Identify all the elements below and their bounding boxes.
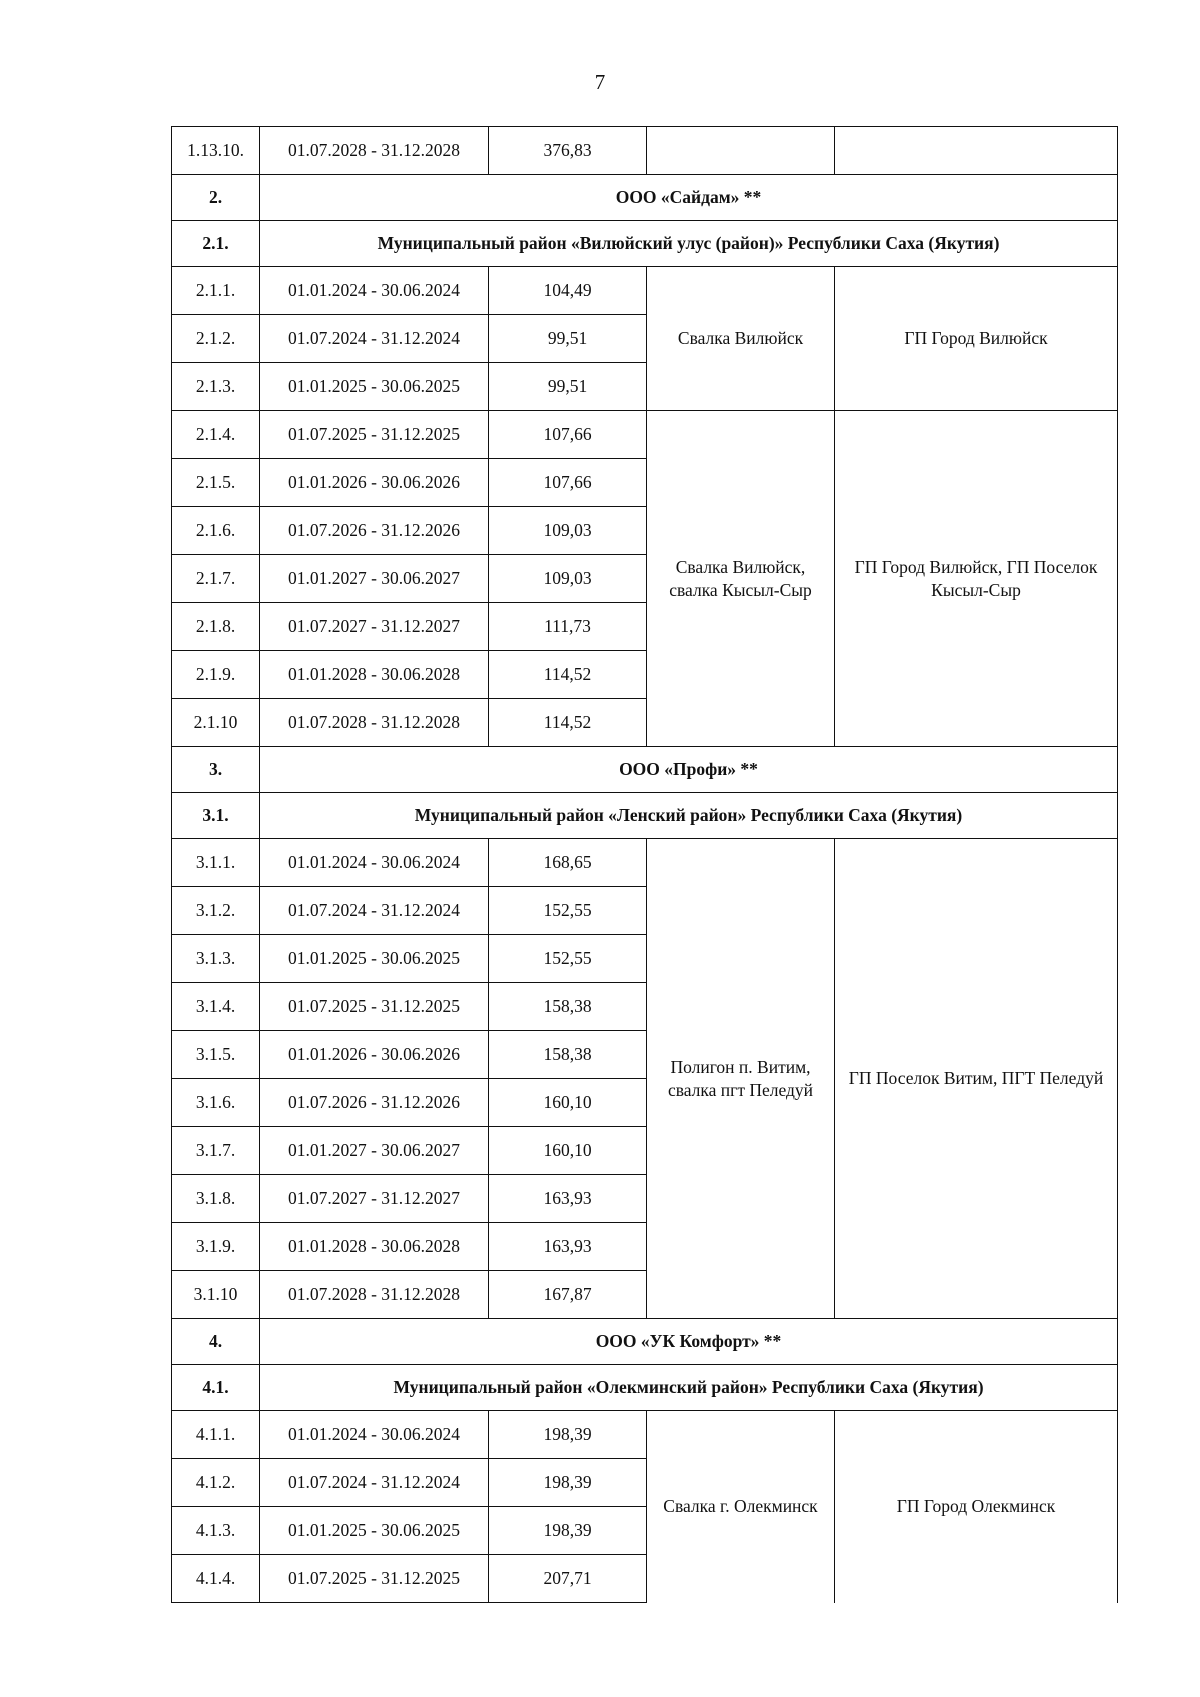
period-cell: 01.01.2025 - 30.06.2025 <box>260 1507 489 1555</box>
period-cell: 01.01.2028 - 30.06.2028 <box>260 651 489 699</box>
period-cell: 01.07.2025 - 31.12.2025 <box>260 411 489 459</box>
tariff-value-cell: 158,38 <box>489 1031 647 1079</box>
period-cell: 01.07.2027 - 31.12.2027 <box>260 1175 489 1223</box>
facility-cell: Свалка г. Олекминск <box>647 1411 835 1603</box>
district-number: 4.1. <box>172 1365 260 1411</box>
tariff-table <box>171 126 1118 1603</box>
row-number: 4.1.1. <box>172 1411 260 1459</box>
row-number: 2.1.7. <box>172 555 260 603</box>
period-cell: 01.07.2024 - 31.12.2024 <box>260 1459 489 1507</box>
tariff-value-cell: 207,71 <box>489 1555 647 1603</box>
period-cell: 01.01.2024 - 30.06.2024 <box>260 1411 489 1459</box>
period-cell: 01.01.2027 - 30.06.2027 <box>260 1127 489 1175</box>
district-name: Муниципальный район «Олекминский район» Республики Саха (Якутия) <box>260 1365 1118 1411</box>
period-cell: 01.07.2025 - 31.12.2025 <box>260 1555 489 1603</box>
tariff-value-cell: 99,51 <box>489 363 647 411</box>
organization-row <box>172 1319 1118 1365</box>
row-number: 2.1.9. <box>172 651 260 699</box>
district-number: 3.1. <box>172 793 260 839</box>
row-number: 2.1.1. <box>172 267 260 315</box>
facility-cell <box>647 127 835 175</box>
tariff-value-cell: 163,93 <box>489 1175 647 1223</box>
tariff-value-cell: 99,51 <box>489 315 647 363</box>
tariff-value-cell: 198,39 <box>489 1411 647 1459</box>
tariff-value-cell: 114,52 <box>489 651 647 699</box>
facility-cell: Свалка Вилюйск <box>647 267 835 411</box>
period-cell: 01.07.2026 - 31.12.2026 <box>260 1079 489 1127</box>
organization-name: ООО «УК Комфорт» ** <box>260 1319 1118 1365</box>
row-number: 3.1.4. <box>172 983 260 1031</box>
period-cell: 01.07.2026 - 31.12.2026 <box>260 507 489 555</box>
period-cell: 01.01.2024 - 30.06.2024 <box>260 839 489 887</box>
row-number: 2.1.6. <box>172 507 260 555</box>
period-cell: 01.07.2024 - 31.12.2024 <box>260 315 489 363</box>
period-cell: 01.01.2024 - 30.06.2024 <box>260 267 489 315</box>
district-name: Муниципальный район «Ленский район» Республики Саха (Якутия) <box>260 793 1118 839</box>
row-number: 4.1.2. <box>172 1459 260 1507</box>
tariff-value-cell: 152,55 <box>489 887 647 935</box>
period-cell: 01.01.2025 - 30.06.2025 <box>260 935 489 983</box>
facility-cell: Полигон п. Витим, свалка пгт Пеледуй <box>647 839 835 1319</box>
tariff-value-cell: 160,10 <box>489 1127 647 1175</box>
organization-name: ООО «Профи» ** <box>260 747 1118 793</box>
table-row <box>172 267 1118 315</box>
row-number: 4.1.3. <box>172 1507 260 1555</box>
row-number: 3.1.9. <box>172 1223 260 1271</box>
table-row <box>172 127 1118 175</box>
period-cell: 01.07.2028 - 31.12.2028 <box>260 1271 489 1319</box>
row-number: 2.1.3. <box>172 363 260 411</box>
district-row <box>172 793 1118 839</box>
page-number: 7 <box>594 70 606 94</box>
district-row <box>172 1365 1118 1411</box>
settlement-cell: ГП Город Вилюйск <box>835 267 1118 411</box>
period-cell: 01.07.2028 - 31.12.2028 <box>260 127 489 175</box>
row-number: 2.1.10 <box>172 699 260 747</box>
tariff-value-cell: 376,83 <box>489 127 647 175</box>
facility-cell: Свалка Вилюйск, свалка Кысыл-Сыр <box>647 411 835 747</box>
tariff-value-cell: 198,39 <box>489 1459 647 1507</box>
tariff-value-cell: 168,65 <box>489 839 647 887</box>
row-number: 3.1.8. <box>172 1175 260 1223</box>
row-number: 2.1.4. <box>172 411 260 459</box>
period-cell: 01.07.2027 - 31.12.2027 <box>260 603 489 651</box>
period-cell: 01.07.2024 - 31.12.2024 <box>260 887 489 935</box>
row-number: 3.1.2. <box>172 887 260 935</box>
tariff-table-body <box>172 127 1118 1603</box>
section-number: 2. <box>172 175 260 221</box>
period-cell: 01.01.2027 - 30.06.2027 <box>260 555 489 603</box>
period-cell: 01.07.2028 - 31.12.2028 <box>260 699 489 747</box>
period-cell: 01.01.2025 - 30.06.2025 <box>260 363 489 411</box>
row-number: 3.1.6. <box>172 1079 260 1127</box>
settlement-cell <box>835 127 1118 175</box>
section-number: 3. <box>172 747 260 793</box>
district-row <box>172 221 1118 267</box>
tariff-value-cell: 109,03 <box>489 507 647 555</box>
tariff-value-cell: 109,03 <box>489 555 647 603</box>
table-row <box>172 411 1118 459</box>
row-number: 2.1.2. <box>172 315 260 363</box>
tariff-value-cell: 158,38 <box>489 983 647 1031</box>
organization-name: ООО «Сайдам» ** <box>260 175 1118 221</box>
tariff-value-cell: 160,10 <box>489 1079 647 1127</box>
row-number: 3.1.1. <box>172 839 260 887</box>
tariff-value-cell: 114,52 <box>489 699 647 747</box>
tariff-value-cell: 111,73 <box>489 603 647 651</box>
tariff-value-cell: 167,87 <box>489 1271 647 1319</box>
district-number: 2.1. <box>172 221 260 267</box>
period-cell: 01.01.2026 - 30.06.2026 <box>260 1031 489 1079</box>
period-cell: 01.07.2025 - 31.12.2025 <box>260 983 489 1031</box>
table-row <box>172 1411 1118 1459</box>
row-number: 3.1.10 <box>172 1271 260 1319</box>
tariff-value-cell: 107,66 <box>489 411 647 459</box>
tariff-value-cell: 104,49 <box>489 267 647 315</box>
tariff-value-cell: 107,66 <box>489 459 647 507</box>
settlement-cell: ГП Город Вилюйск, ГП Поселок Кысыл-Сыр <box>835 411 1118 747</box>
tariff-value-cell: 152,55 <box>489 935 647 983</box>
organization-row <box>172 747 1118 793</box>
table-row <box>172 839 1118 887</box>
tariff-value-cell: 198,39 <box>489 1507 647 1555</box>
section-number: 4. <box>172 1319 260 1365</box>
tariff-value-cell: 163,93 <box>489 1223 647 1271</box>
row-number: 3.1.3. <box>172 935 260 983</box>
row-number: 2.1.8. <box>172 603 260 651</box>
row-number: 2.1.5. <box>172 459 260 507</box>
district-name: Муниципальный район «Вилюйский улус (район)» Республики Саха (Якутия) <box>260 221 1118 267</box>
row-number: 4.1.4. <box>172 1555 260 1603</box>
settlement-cell: ГП Поселок Витим, ПГТ Пеледуй <box>835 839 1118 1319</box>
row-number: 3.1.5. <box>172 1031 260 1079</box>
organization-row <box>172 175 1118 221</box>
row-number: 1.13.10. <box>172 127 260 175</box>
row-number: 3.1.7. <box>172 1127 260 1175</box>
period-cell: 01.01.2026 - 30.06.2026 <box>260 459 489 507</box>
period-cell: 01.01.2028 - 30.06.2028 <box>260 1223 489 1271</box>
settlement-cell: ГП Город Олекминск <box>835 1411 1118 1603</box>
